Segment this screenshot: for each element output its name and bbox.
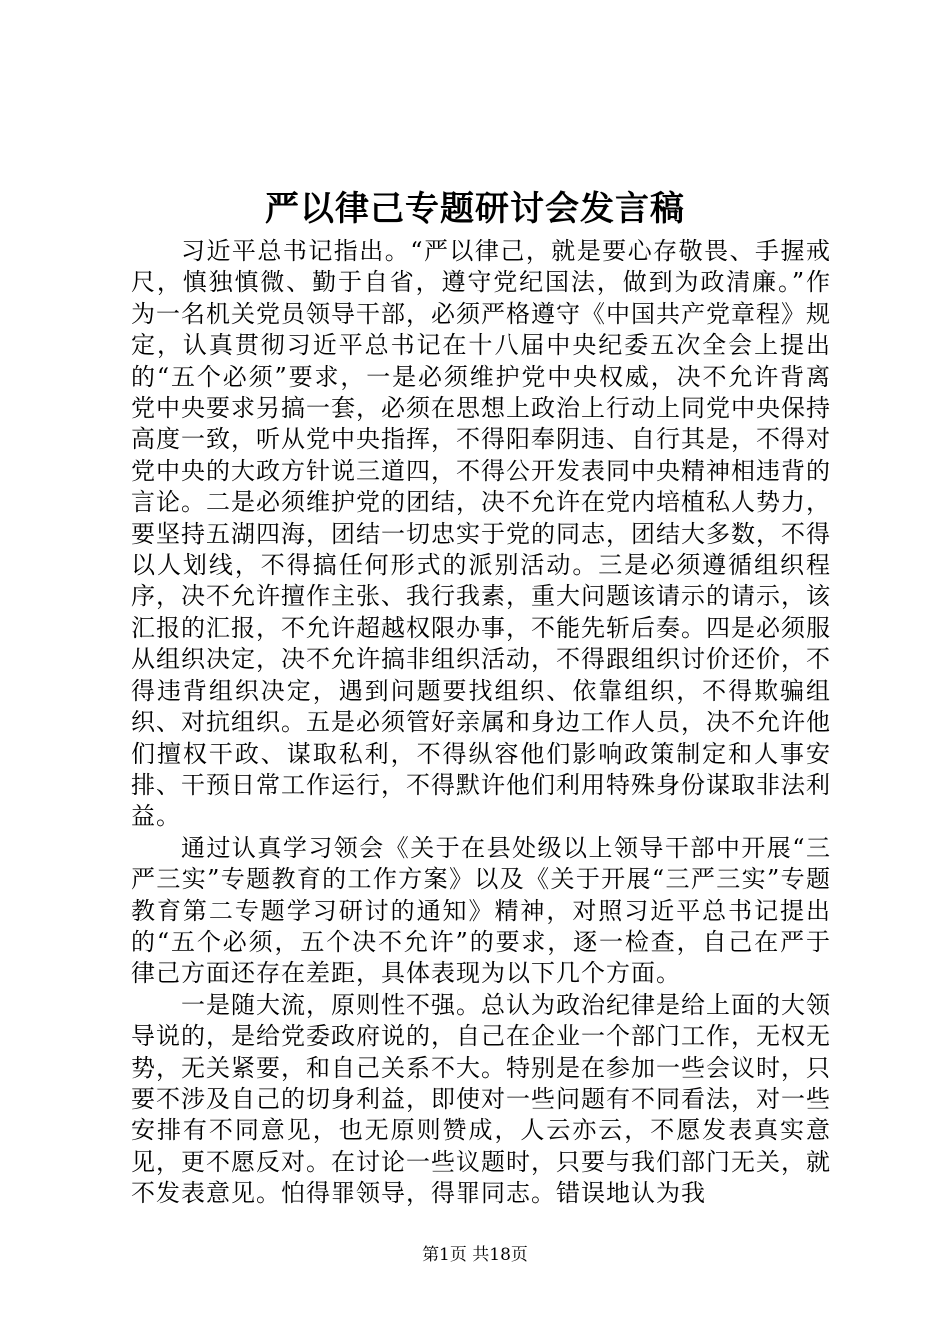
paragraph-1: 习近平总书记指出。“严以律己，就是要心存敬畏、手握戒尺，慎独慎微、勤于自省，遵守党纪国法，做到为政清廉。”作为一名机关党员领导干部，必须严格遵守《中国共产党章程》规定，认真贯彻习近平总书记在十八届中央纪委五次全会上提出的“五个必须”要求，一是必须维护党中央权威，决不允许背离党中央要求另搞一套，必须在思想上政治上行动上同党中央保持高度一致，听从党中央指挥，不得阳奉阴违、自行其是，不得对党中央的大政方针说三道四，不得公开发表同中央精神相违背的言论。二是必须维护党的团结，决不允许在党内培植私人势力，要坚持五湖四海，团结一切忠实于党的同志，团结大多数，不得以人划线，不得搞任何形式的派别活动。三是必须遵循组织程序，决不允许擅作主张、我行我素，重大问题该请示的请示，该汇报的汇报，不允许超越权限办事，不能先斩后奏。四是必须服从组织决定，决不允许搞非组织活动，不得跟组织讨价还价，不得违背组织决定，遇到问题要找组织、依靠组织，不得欺骗组织、对抗组织。五是必须管好亲属和身边工作人员，决不允许他们擅权干政、谋取私利，不得纵容他们影响政策制定和人事安排、干预日常工作运行，不得默许他们利用特殊身份谋取非法利益。 xyxy=(131,237,831,831)
paragraph-3: 一是随大流，原则性不强。总认为政治纪律是给上面的大领导说的，是给党委政府说的，自己在企业一个部门工作，无权无势，无关紧要，和自己关系不大。特别是在参加一些会议时，只要不涉及自己的切身利益，即使对一些问题有不同看法，对一些安排有不同意见，也无原则赞成，人云亦云，不愿发表真实意见，更不愿反对。在讨论一些议题时，只要与我们部门无关，就不发表意见。怕得罪领导，得罪同志。错误地认为我 xyxy=(131,990,831,1208)
paragraph-2: 通过认真学习领会《关于在县处级以上领导干部中开展“三严三实”专题教育的工作方案》以及《关于开展“三严三实”专题教育第二专题学习研讨的通知》精神，对照习近平总书记提出的“五个必须，五个决不允许”的要求，逐一检查，自己在严于律己方面还存在差距，具体表现为以下几个方面。 xyxy=(131,833,831,988)
document-title: 严以律己专题研讨会发言稿 xyxy=(265,189,685,229)
page-footer: 第1页 共18页 xyxy=(422,1245,528,1265)
document-body xyxy=(131,236,831,1210)
